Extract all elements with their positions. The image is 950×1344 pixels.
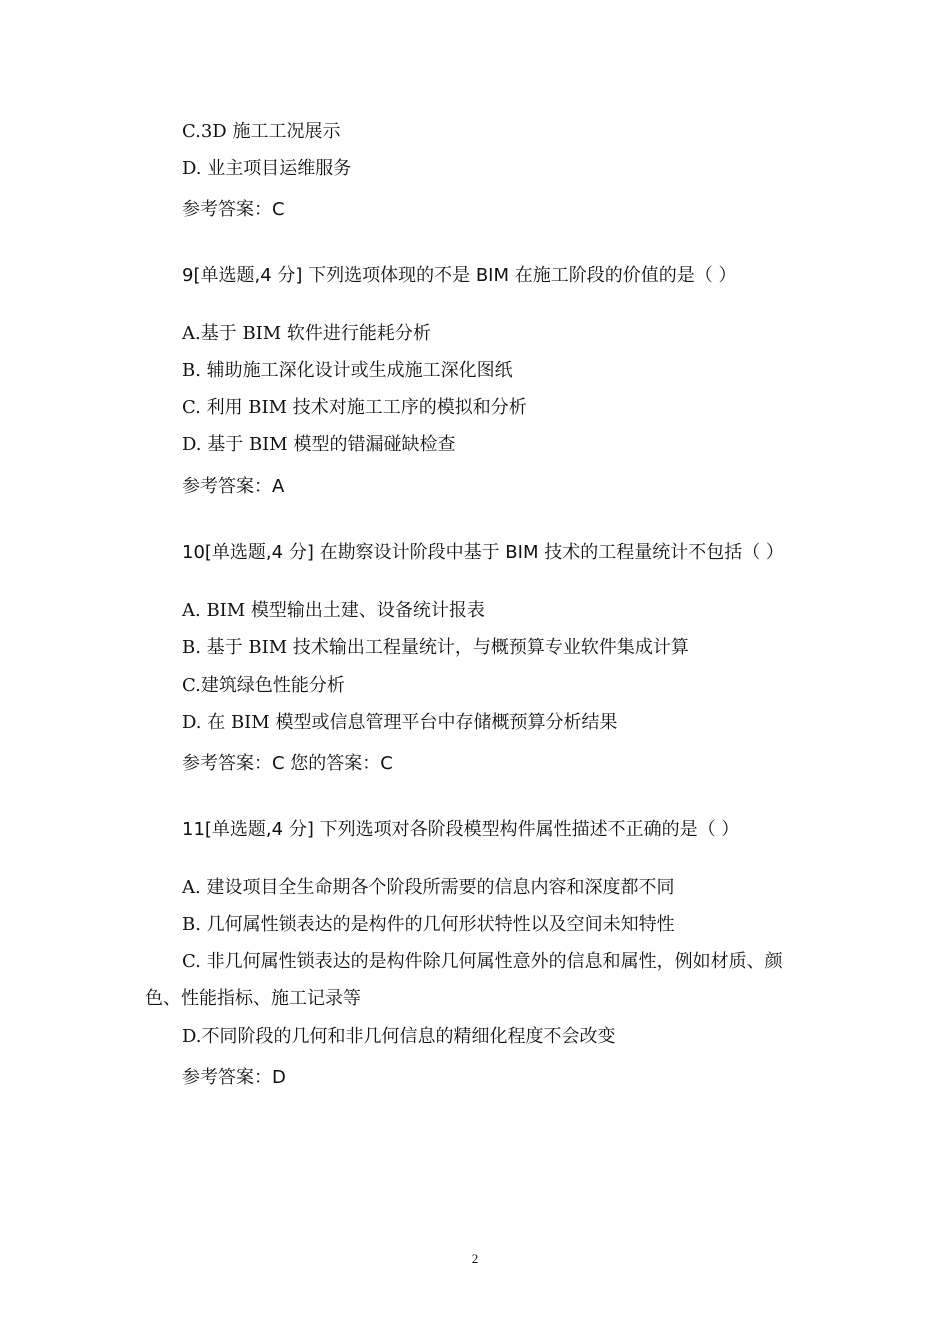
- question-11-option-d: D.不同阶段的几何和非几何信息的精细化程度不会改变: [182, 1026, 616, 1047]
- question-11-option-a: A. 建设项目全生命期各个阶段所需要的信息内容和深度都不同: [182, 877, 675, 898]
- reference-answer: 参考答案：C: [182, 199, 285, 220]
- question-10-option-a: A. BIM 模型输出土建、设备统计报表: [182, 600, 485, 621]
- option-c: C.3D 施工工况展示: [182, 121, 341, 142]
- question-10-title: 10[单选题,4 分] 在勘察设计阶段中基于 BIM 技术的工程量统计不包括（ ）: [182, 542, 784, 563]
- question-9-option-a: A.基于 BIM 软件进行能耗分析: [182, 323, 431, 344]
- question-11-option-c-continued: 色、性能指标、施工记录等: [145, 988, 361, 1009]
- question-10-option-d: D. 在 BIM 模型或信息管理平台中存储概预算分析结果: [182, 712, 618, 733]
- question-10-answer: 参考答案：C 您的答案：C: [182, 753, 393, 774]
- option-d: D. 业主项目运维服务: [182, 158, 352, 179]
- page-number: 2: [471, 1251, 479, 1266]
- question-9-title: 9[单选题,4 分] 下列选项体现的不是 BIM 在施工阶段的价值的是（ ）: [182, 265, 737, 286]
- question-9-answer: 参考答案：A: [182, 476, 285, 497]
- question-11-title: 11[单选题,4 分] 下列选项对各阶段模型构件属性描述不正确的是（ ）: [182, 819, 740, 840]
- question-11-option-b: B. 几何属性锁表达的是构件的几何形状特性以及空间未知特性: [182, 914, 675, 935]
- question-10-option-b: B. 基于 BIM 技术输出工程量统计，与概预算专业软件集成计算: [182, 637, 689, 658]
- question-11-option-c: C. 非几何属性锁表达的是构件除几何属性意外的信息和属性，例如材质、颜: [182, 951, 783, 972]
- question-9-option-c: C. 利用 BIM 技术对施工工序的模拟和分析: [182, 397, 527, 418]
- question-11-answer: 参考答案：D: [182, 1067, 286, 1088]
- question-9-option-b: B. 辅助施工深化设计或生成施工深化图纸: [182, 360, 513, 381]
- question-10-option-c: C.建筑绿色性能分析: [182, 675, 345, 696]
- question-9-option-d: D. 基于 BIM 模型的错漏碰缺检查: [182, 434, 456, 455]
